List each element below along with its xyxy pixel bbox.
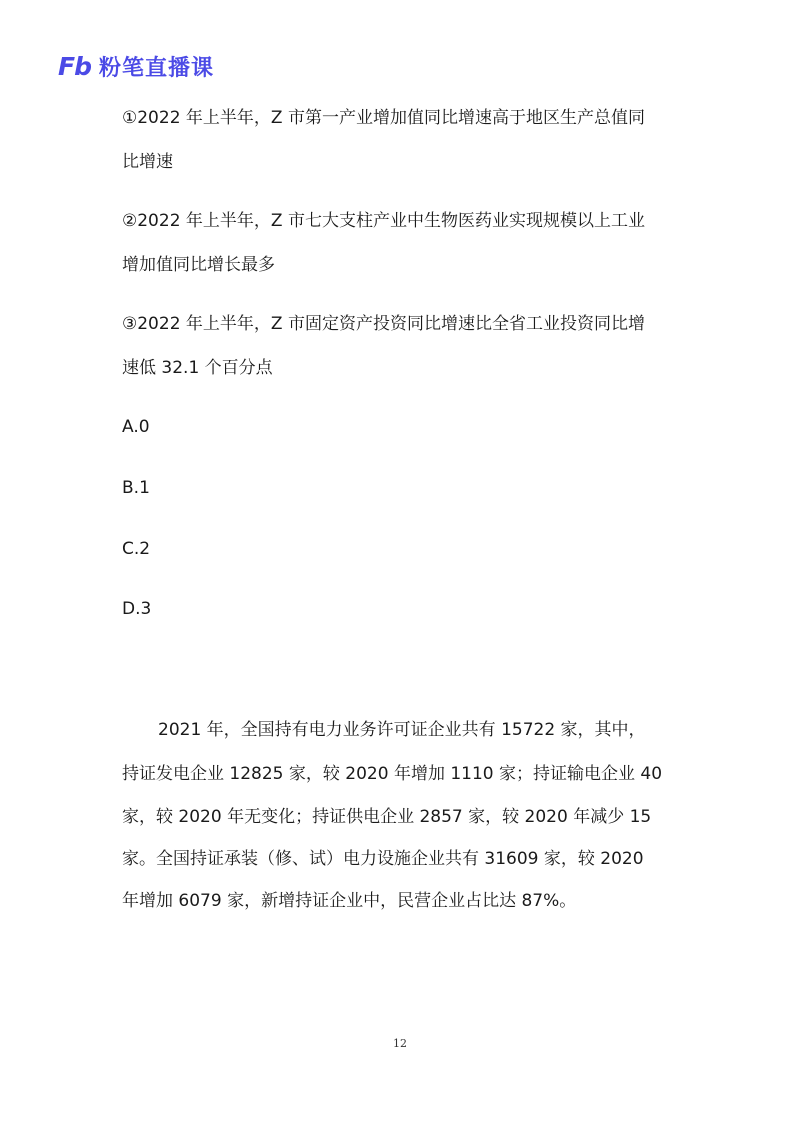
option-a: A.0 bbox=[122, 417, 150, 437]
option-b: B.1 bbox=[122, 478, 150, 498]
passage-line: 持证发电企业 12825 家，较 2020 年增加 1110 家；持证输电企业 40 bbox=[122, 764, 663, 784]
passage-line: 年增加 6079 家，新增持证企业中，民营企业占比达 87%。 bbox=[122, 891, 577, 911]
option-c: C.2 bbox=[122, 539, 151, 559]
statement-1-line-2: 比增速 bbox=[122, 152, 173, 172]
statement-3-line-1: ③2022 年上半年，Z 市固定资产投资同比增速比全省工业投资同比增 bbox=[122, 314, 645, 334]
brand-name: 粉笔直播课 bbox=[98, 56, 214, 81]
statement-3-line-2: 速低 32.1 个百分点 bbox=[122, 358, 273, 378]
statement-2-line-2: 增加值同比增长最多 bbox=[122, 255, 275, 275]
passage-line: 家，较 2020 年无变化；持证供电企业 2857 家，较 2020 年减少 15 bbox=[122, 807, 652, 827]
brand-logo bbox=[58, 51, 214, 82]
statement-2-line-1: ②2022 年上半年，Z 市七大支柱产业中生物医药业实现规模以上工业 bbox=[122, 211, 645, 231]
statement-1-line-1: ①2022 年上半年，Z 市第一产业增加值同比增速高于地区生产总值同 bbox=[122, 108, 645, 128]
fb-logo-icon: Fb bbox=[58, 52, 91, 81]
page-number: 12 bbox=[393, 1037, 407, 1050]
passage-line: 家。全国持证承装（修、试）电力设施企业共有 31609 家，较 2020 bbox=[122, 849, 644, 869]
option-d: D.3 bbox=[122, 599, 152, 619]
passage-line: 2021 年，全国持有电力业务许可证企业共有 15722 家，其中， bbox=[158, 720, 646, 740]
